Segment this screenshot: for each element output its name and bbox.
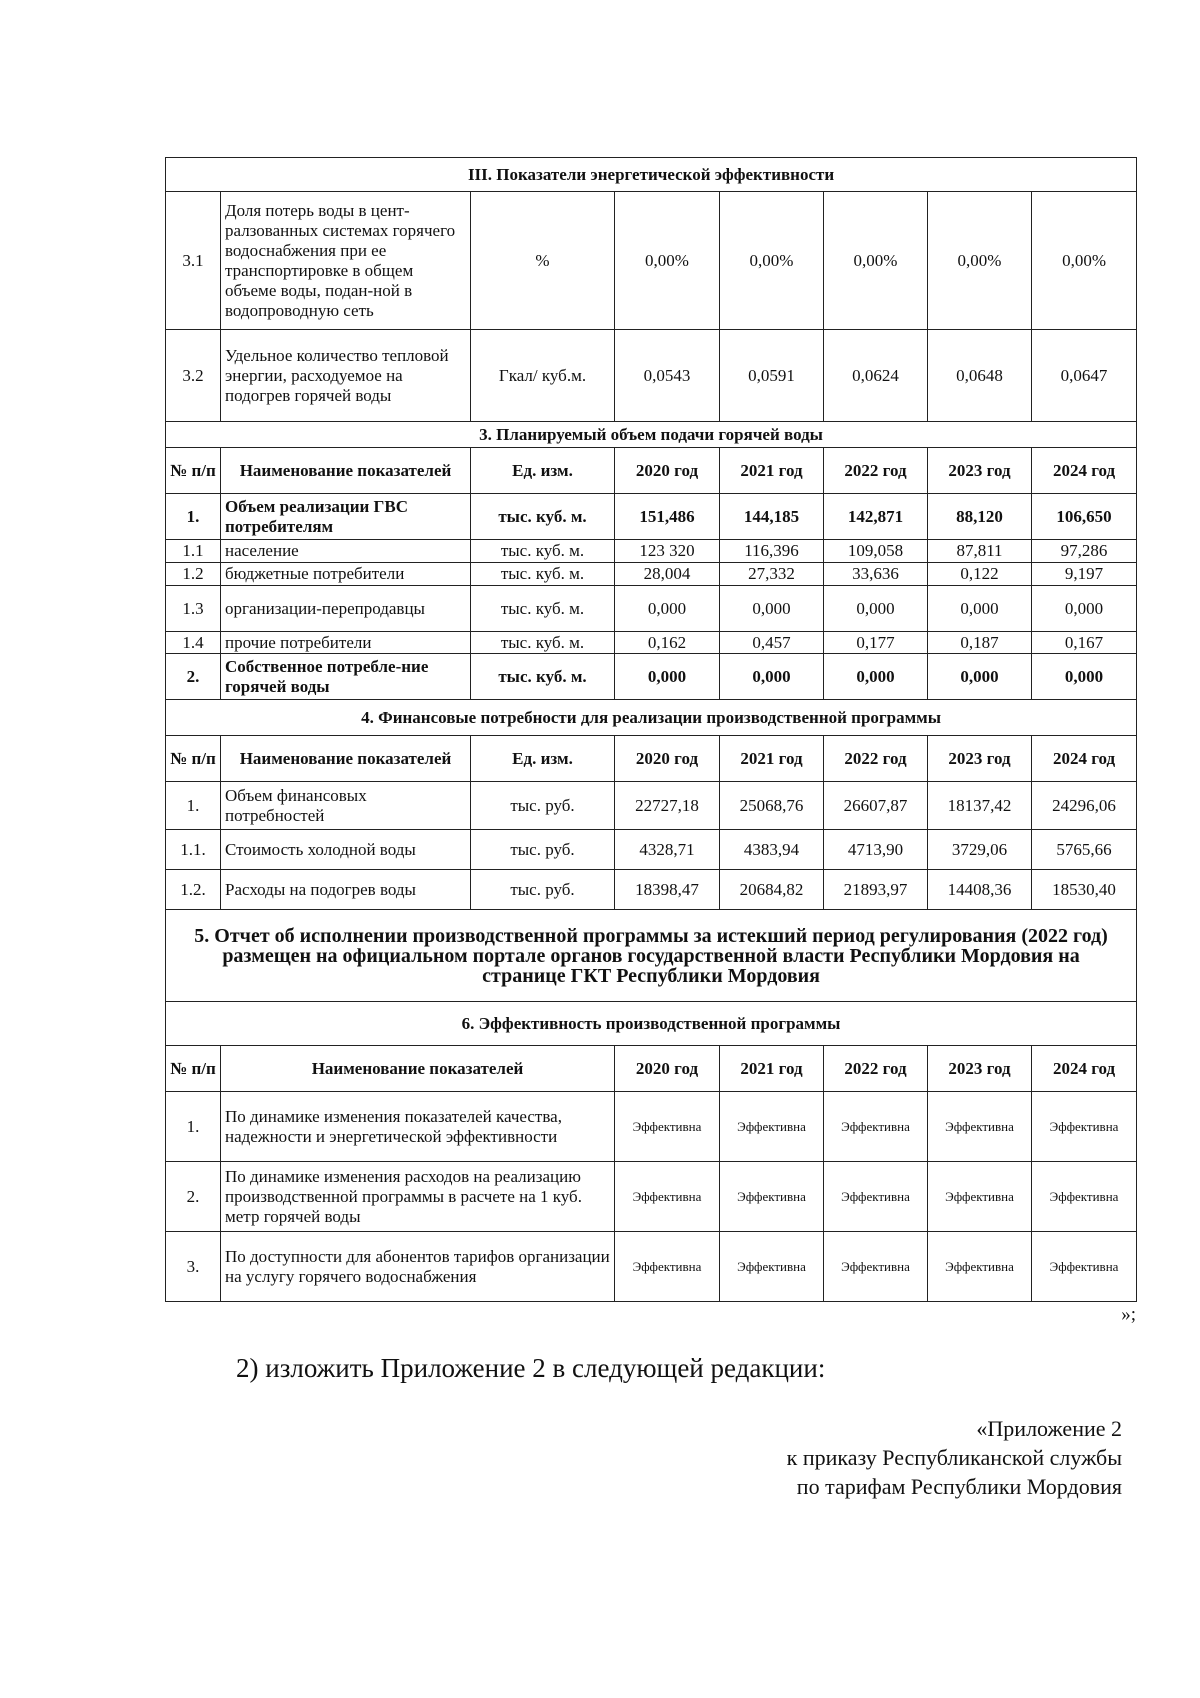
- value-2022: 26607,87: [824, 782, 928, 830]
- value-2024: 0,000: [1032, 654, 1137, 700]
- row-number: 1.: [166, 782, 221, 830]
- value-2020: 28,004: [615, 563, 720, 586]
- value-2022: 21893,97: [824, 870, 928, 910]
- indicator-name: По динамике изменения показателей качества, надежности и энергетической эффективности: [221, 1092, 615, 1162]
- value-2020: Эффективна: [615, 1092, 720, 1162]
- report-notice: 5. Отчет об исполнении производственной программы за истекший период регулирования (2022 год) размещен на официальном портале органов государственной власти Республики Мордовия на странице ГКТ Республики Мордовия: [166, 910, 1137, 1002]
- appendix-line-3: по тарифам Республики Мордовия: [796, 1474, 1122, 1499]
- value-2022: 0,177: [824, 632, 928, 654]
- value-2021: 0,000: [720, 654, 824, 700]
- header-num: № п/п: [166, 736, 221, 782]
- value-2023: Эффективна: [928, 1162, 1032, 1232]
- value-2023: 3729,06: [928, 830, 1032, 870]
- table-header-row: [166, 1046, 1137, 1092]
- value-2023: Эффективна: [928, 1092, 1032, 1162]
- value-2020: 0,0543: [615, 330, 720, 422]
- value-2023: Эффективна: [928, 1232, 1032, 1302]
- value-2021: 0,00%: [720, 192, 824, 330]
- value-2024: Эффективна: [1032, 1092, 1137, 1162]
- value-2024: 0,00%: [1032, 192, 1137, 330]
- indicator-name: Собственное потребле-ние горячей воды: [221, 654, 471, 700]
- header-num: № п/п: [166, 1046, 221, 1092]
- value-2023: 88,120: [928, 494, 1032, 540]
- value-2024: 5765,66: [1032, 830, 1137, 870]
- value-2022: Эффективна: [824, 1162, 928, 1232]
- row-number: 1.1: [166, 540, 221, 563]
- header-2022: 2022 год: [824, 1046, 928, 1092]
- value-2024: 24296,06: [1032, 782, 1137, 830]
- indicator-name: прочие потребители: [221, 632, 471, 654]
- value-2020: 18398,47: [615, 870, 720, 910]
- value-2023: 0,122: [928, 563, 1032, 586]
- section-title-volume: 3. Планируемый объем подачи горячей воды: [166, 422, 1137, 448]
- value-2021: 0,457: [720, 632, 824, 654]
- table-row: [166, 1162, 1137, 1232]
- header-num: № п/п: [166, 448, 221, 494]
- indicator-name: По динамике изменения расходов на реализацию производственной программы в расчете на 1 куб. метр горячей воды: [221, 1162, 615, 1232]
- value-2020: 22727,18: [615, 782, 720, 830]
- value-2022: Эффективна: [824, 1092, 928, 1162]
- production-program-table: [165, 157, 1137, 1302]
- value-2020: 151,486: [615, 494, 720, 540]
- value-2020: 0,000: [615, 654, 720, 700]
- value-2020: 123 320: [615, 540, 720, 563]
- value-2024: 106,650: [1032, 494, 1137, 540]
- value-2020: 0,00%: [615, 192, 720, 330]
- value-2021: 27,332: [720, 563, 824, 586]
- row-number: 1.1.: [166, 830, 221, 870]
- header-2020: 2020 год: [615, 736, 720, 782]
- indicator-name: бюджетные потребители: [221, 563, 471, 586]
- indicator-name: Стоимость холодной воды: [221, 830, 471, 870]
- header-2021: 2021 год: [720, 736, 824, 782]
- table-header-row: [166, 736, 1137, 782]
- row-number: 1.2.: [166, 870, 221, 910]
- appendix-heading: [787, 1414, 1122, 1501]
- header-2022: 2022 год: [824, 736, 928, 782]
- header-2024: 2024 год: [1032, 1046, 1137, 1092]
- row-number: 1.: [166, 1092, 221, 1162]
- appendix-line-1: «Приложение 2: [976, 1416, 1122, 1441]
- value-2022: 33,636: [824, 563, 928, 586]
- row-number: 1.3: [166, 586, 221, 632]
- header-2020: 2020 год: [615, 448, 720, 494]
- header-unit: Ед. изм.: [471, 448, 615, 494]
- value-2021: 144,185: [720, 494, 824, 540]
- header-name: Наименование показателей: [221, 736, 471, 782]
- value-2024: Эффективна: [1032, 1162, 1137, 1232]
- row-number: 3.1: [166, 192, 221, 330]
- header-name: Наименование показателей: [221, 448, 471, 494]
- header-2023: 2023 год: [928, 1046, 1032, 1092]
- header-2020: 2020 год: [615, 1046, 720, 1092]
- value-2024: 0,167: [1032, 632, 1137, 654]
- row-number: 1.4: [166, 632, 221, 654]
- table-row: [166, 586, 1137, 632]
- value-2024: Эффективна: [1032, 1232, 1137, 1302]
- header-2021: 2021 год: [720, 1046, 824, 1092]
- value-2021: 0,000: [720, 586, 824, 632]
- value-2023: 0,187: [928, 632, 1032, 654]
- table-row: [166, 494, 1137, 540]
- value-2022: 142,871: [824, 494, 928, 540]
- value-2022: 0,0624: [824, 330, 928, 422]
- table-row: [166, 632, 1137, 654]
- row-number: 2.: [166, 654, 221, 700]
- value-2023: 0,00%: [928, 192, 1032, 330]
- value-2023: 0,000: [928, 654, 1032, 700]
- value-2021: 4383,94: [720, 830, 824, 870]
- indicator-name: Доля потерь воды в цент-ралзованных системах горячего водоснабжения при ее транспортировке в общем объеме воды, подан-ной в водопроводную сеть: [221, 192, 471, 330]
- header-2024: 2024 год: [1032, 448, 1137, 494]
- table-row: [166, 830, 1137, 870]
- value-2022: 0,000: [824, 654, 928, 700]
- value-2023: 0,0648: [928, 330, 1032, 422]
- unit: тыс. руб.: [471, 870, 615, 910]
- value-2022: 109,058: [824, 540, 928, 563]
- value-2021: 20684,82: [720, 870, 824, 910]
- value-2021: Эффективна: [720, 1232, 824, 1302]
- header-name: Наименование показателей: [221, 1046, 615, 1092]
- value-2024: 18530,40: [1032, 870, 1137, 910]
- unit: тыс. куб. м.: [471, 654, 615, 700]
- unit: тыс. куб. м.: [471, 494, 615, 540]
- header-2022: 2022 год: [824, 448, 928, 494]
- row-number: 1.2: [166, 563, 221, 586]
- table-row: [166, 563, 1137, 586]
- unit: тыс. руб.: [471, 830, 615, 870]
- row-number: 3.: [166, 1232, 221, 1302]
- value-2020: 0,000: [615, 586, 720, 632]
- header-unit: Ед. изм.: [471, 736, 615, 782]
- row-number: 1.: [166, 494, 221, 540]
- table-row: [166, 782, 1137, 830]
- header-2024: 2024 год: [1032, 736, 1137, 782]
- indicator-name: Объем финансовых потребностей: [221, 782, 471, 830]
- table-header-row: [166, 448, 1137, 494]
- value-2021: 116,396: [720, 540, 824, 563]
- table-row: [166, 540, 1137, 563]
- header-2021: 2021 год: [720, 448, 824, 494]
- value-2022: 0,00%: [824, 192, 928, 330]
- unit: тыс. куб. м.: [471, 563, 615, 586]
- section-title-efficiency: 6. Эффективность производственной программы: [166, 1002, 1137, 1046]
- unit: тыс. куб. м.: [471, 586, 615, 632]
- table-row: [166, 1092, 1137, 1162]
- section-title-finance: 4. Финансовые потребности для реализации производственной программы: [166, 700, 1137, 736]
- table-row: [166, 870, 1137, 910]
- value-2023: 18137,42: [928, 782, 1032, 830]
- appendix-line-2: к приказу Республиканской службы: [786, 1445, 1122, 1470]
- row-number: 2.: [166, 1162, 221, 1232]
- indicator-name: население: [221, 540, 471, 563]
- value-2021: 25068,76: [720, 782, 824, 830]
- table-row: [166, 330, 1137, 422]
- closing-quote: »;: [1121, 1304, 1136, 1325]
- value-2020: 0,162: [615, 632, 720, 654]
- indicator-name: Объем реализации ГВС потребителям: [221, 494, 471, 540]
- unit: тыс. руб.: [471, 782, 615, 830]
- value-2021: Эффективна: [720, 1162, 824, 1232]
- value-2023: 14408,36: [928, 870, 1032, 910]
- value-2020: Эффективна: [615, 1162, 720, 1232]
- value-2024: 97,286: [1032, 540, 1137, 563]
- unit: тыс. куб. м.: [471, 632, 615, 654]
- value-2024: 9,197: [1032, 563, 1137, 586]
- value-2022: 0,000: [824, 586, 928, 632]
- value-2021: Эффективна: [720, 1092, 824, 1162]
- row-number: 3.2: [166, 330, 221, 422]
- value-2022: 4713,90: [824, 830, 928, 870]
- header-2023: 2023 год: [928, 736, 1032, 782]
- value-2024: 0,0647: [1032, 330, 1137, 422]
- unit: тыс. куб. м.: [471, 540, 615, 563]
- value-2023: 87,811: [928, 540, 1032, 563]
- value-2020: Эффективна: [615, 1232, 720, 1302]
- indicator-name: Удельное количество тепловой энергии, расходуемое на подогрев горячей воды: [221, 330, 471, 422]
- value-2023: 0,000: [928, 586, 1032, 632]
- item-2-instruction: 2) изложить Приложение 2 в следующей редакции:: [236, 1353, 826, 1383]
- header-2023: 2023 год: [928, 448, 1032, 494]
- indicator-name: организации-перепродавцы: [221, 586, 471, 632]
- value-2021: 0,0591: [720, 330, 824, 422]
- value-2024: 0,000: [1032, 586, 1137, 632]
- unit: %: [471, 192, 615, 330]
- indicator-name: Расходы на подогрев воды: [221, 870, 471, 910]
- value-2022: Эффективна: [824, 1232, 928, 1302]
- section-title-energy-efficiency: III. Показатели энергетической эффективности: [166, 158, 1137, 192]
- indicator-name: По доступности для абонентов тарифов организации на услугу горячего водоснабжения: [221, 1232, 615, 1302]
- table-row: [166, 192, 1137, 330]
- unit: Гкал/ куб.м.: [471, 330, 615, 422]
- table-row: [166, 1232, 1137, 1302]
- value-2020: 4328,71: [615, 830, 720, 870]
- table-row: [166, 654, 1137, 700]
